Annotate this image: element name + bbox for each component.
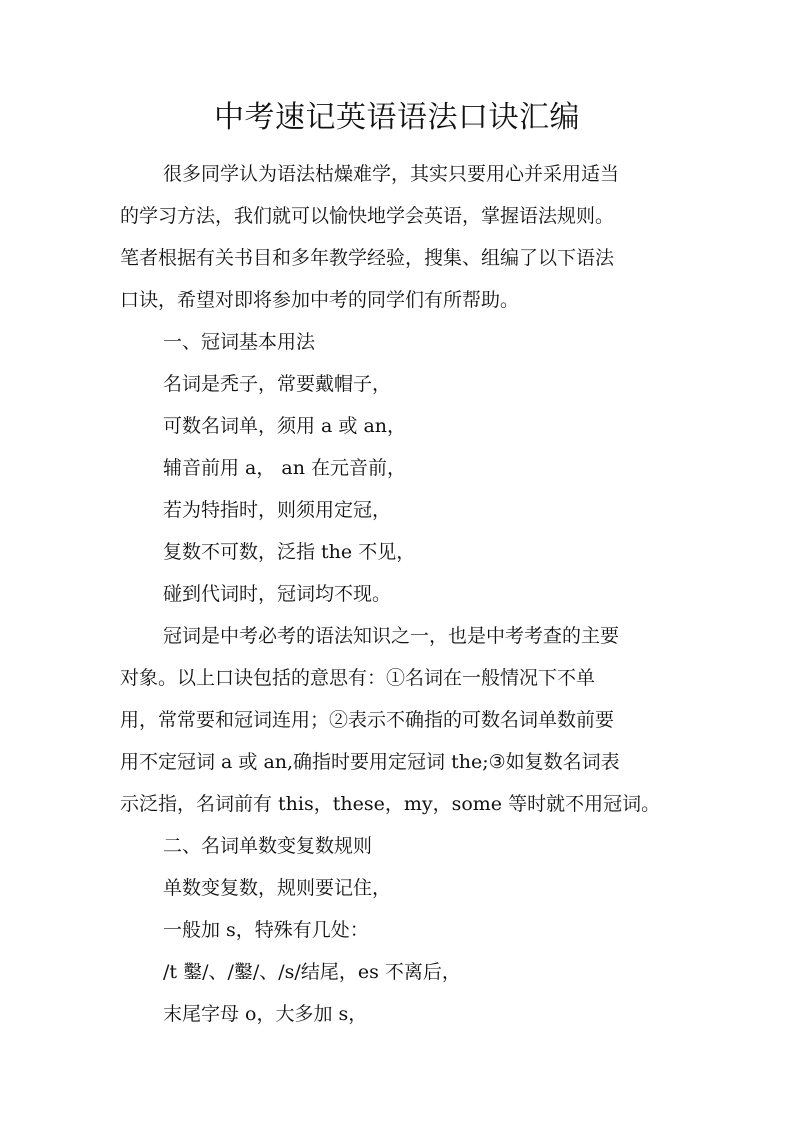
paragraph-line: 示泛指，名词前有 this，these，my，some 等时就不用冠词。: [120, 793, 661, 815]
verse-line: 碰到代词时，冠词均不现。: [163, 583, 392, 605]
section-heading: 二、名词单数变复数规则: [163, 835, 373, 857]
paragraph-line: 用不定冠词 a 或 an,确指时要用定冠词 the;③如复数名词表: [120, 751, 620, 773]
paragraph-line: 口诀，希望对即将参加中考的同学们有所帮助。: [120, 289, 520, 311]
verse-line: 复数不可数，泛指 the 不见，: [163, 541, 416, 563]
verse-line: 可数名词单，须用 a 或 an，: [163, 415, 407, 437]
verse-line: 辅音前用 a， an 在元音前，: [163, 457, 407, 479]
paragraph-line: 的学习方法，我们就可以愉快地学会英语，掌握语法规则。: [120, 205, 615, 227]
paragraph-line: 冠词是中考必考的语法知识之一，也是中考考查的主要: [163, 625, 620, 647]
verse-line: 末尾字母 o，大多加 s，: [163, 1003, 368, 1025]
verse-line: 一般加 s，特殊有几处：: [163, 919, 369, 941]
paragraph-line: 用，常常要和冠词连用；②表示不确指的可数名词单数前要: [120, 709, 615, 731]
paragraph-line: 很多同学认为语法枯燥难学，其实只要用心并采用适当: [163, 163, 620, 185]
verse-line: /t 鑿/、/鑿/、/s/结尾，es 不离后，: [163, 961, 461, 983]
document-title: 中考速记英语语法口诀汇编: [214, 100, 580, 135]
verse-line: 名词是秃子，常要戴帽子，: [163, 373, 392, 395]
verse-line: 单数变复数，规则要记住，: [163, 877, 392, 899]
paragraph-line: 对象。以上口诀包括的意思有：①名词在一般情况下不单: [120, 667, 596, 689]
section-heading: 一、冠词基本用法: [163, 331, 316, 353]
paragraph-line: 笔者根据有关书目和多年教学经验，搜集、组编了以下语法: [120, 247, 615, 269]
verse-line: 若为特指时，则须用定冠，: [163, 499, 392, 521]
